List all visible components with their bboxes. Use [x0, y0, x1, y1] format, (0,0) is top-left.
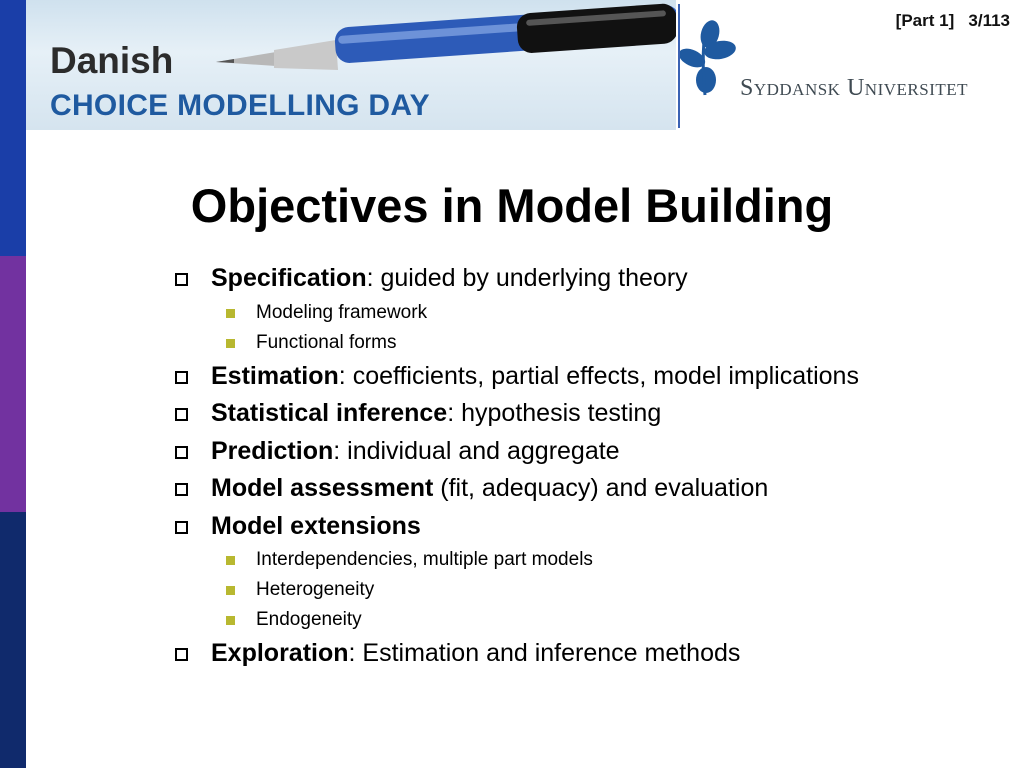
sub-bullet-text: Functional forms	[256, 331, 397, 353]
bullet-term: Model assessment	[211, 474, 434, 502]
square-bullet-icon	[175, 483, 188, 496]
bullet-term: Estimation	[211, 361, 339, 390]
bullet-list	[172, 260, 1002, 673]
left-color-bar	[0, 0, 26, 768]
square-bullet-icon	[175, 648, 188, 661]
square-bullet-icon	[175, 273, 188, 286]
bullet-statistical-inference	[172, 395, 1002, 433]
sub-bullet-text: Interdependencies, multiple part models	[256, 549, 593, 570]
sub-bullet	[172, 575, 1002, 605]
left-bar-middle	[0, 256, 26, 512]
square-bullet-icon	[175, 408, 188, 421]
pen-icon	[216, 0, 676, 80]
bullet-term: Prediction	[211, 436, 334, 465]
bullet-term: Statistical inference	[211, 399, 448, 427]
square-bullet-icon	[175, 371, 188, 384]
filled-square-bullet-icon	[226, 309, 235, 318]
bullet-exploration	[172, 635, 1002, 673]
filled-square-bullet-icon	[226, 556, 235, 565]
banner-title-line1: Danish	[50, 40, 174, 81]
sub-bullet-text: Endogeneity	[256, 609, 362, 630]
sub-bullet	[172, 545, 1002, 575]
sub-bullet-text: Heterogeneity	[256, 579, 375, 600]
bullet-text: (fit, adequacy) and evaluation	[433, 474, 769, 502]
bullet-prediction	[172, 433, 1002, 471]
left-bar-bottom	[0, 512, 26, 768]
bullet-model-extensions	[172, 508, 1002, 546]
square-bullet-icon	[175, 521, 188, 534]
slide-title: Objectives in Model Building	[190, 179, 834, 232]
bullet-term: Model extensions	[211, 511, 421, 540]
filled-square-bullet-icon	[226, 616, 235, 625]
bullet-estimation	[172, 358, 1002, 396]
bullet-term: Specification	[211, 264, 367, 292]
filled-square-bullet-icon	[226, 339, 235, 348]
square-bullet-icon	[175, 446, 188, 459]
filled-square-bullet-icon	[226, 586, 235, 595]
sub-bullet	[172, 605, 1002, 635]
bullet-text: : guided by underlying theory	[366, 264, 688, 292]
bullet-model-assessment	[172, 470, 1002, 508]
banner-title-line2: CHOICE MODELLING DAY	[50, 89, 430, 122]
sub-bullet-text: Modeling framework	[256, 301, 428, 323]
sub-bullet	[172, 328, 1002, 358]
bullet-text: : Estimation and inference methods	[348, 639, 741, 667]
page-indicator: [Part 1] 3/113	[895, 11, 1010, 30]
bullet-text: : coefficients, partial effects, model implications	[338, 361, 859, 390]
sub-bullet	[172, 298, 1002, 328]
bullet-text: : individual and aggregate	[333, 436, 620, 465]
bullet-specification	[172, 260, 1002, 298]
bullet-term: Exploration	[211, 639, 349, 667]
university-name: Syddansk Universitet	[740, 75, 969, 101]
header-banner	[26, 0, 676, 130]
bullet-text: : hypothesis testing	[447, 399, 662, 427]
